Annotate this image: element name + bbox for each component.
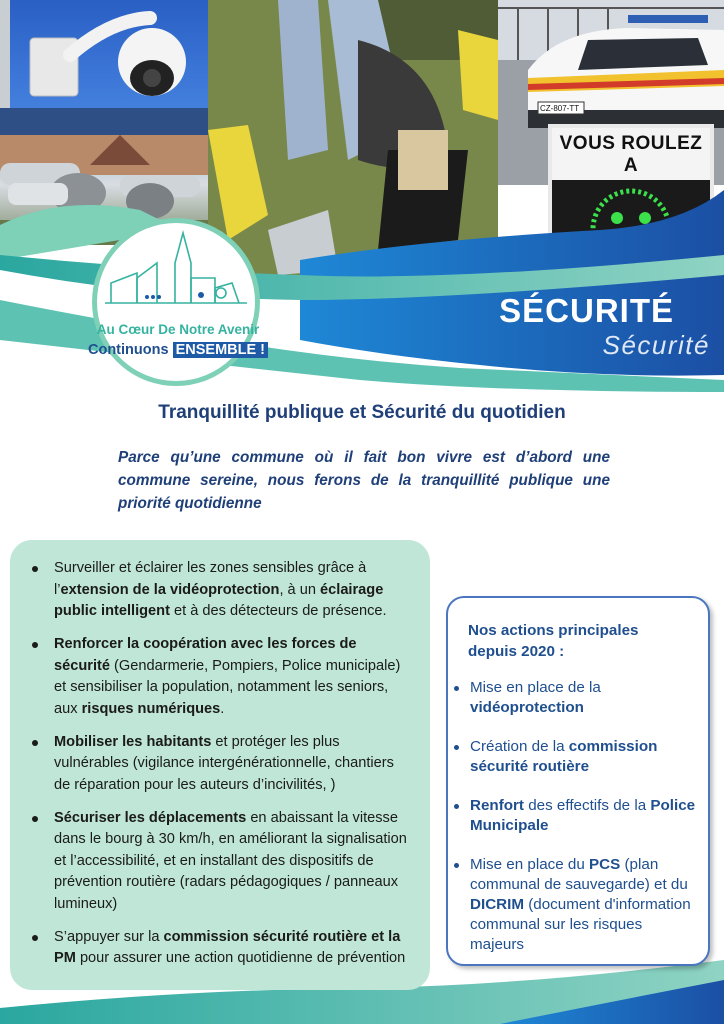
actions-panel (446, 596, 710, 966)
text: . (220, 700, 225, 717)
text: (plan communal de sauvegarde) et du (470, 856, 688, 893)
text-bold: Renfort (470, 797, 524, 814)
village-icon (97, 223, 255, 323)
text: , à un (279, 581, 321, 598)
list-item (54, 808, 414, 916)
intro-text: Parce qu’une commune où il fait bon vivre est d’abord une commune sereine, nous ferons de la tranquillité publique une priorité quotidienne (118, 449, 610, 512)
text: Création de la (470, 738, 569, 755)
text: (document d'information communal sur les risques majeurs (470, 896, 691, 953)
text-bold: Mobiliser les habitants (54, 733, 212, 750)
text: Mise en place du (470, 856, 590, 873)
theme-title: SÉCURITÉ (499, 292, 674, 329)
text: Surveiller et éclairer les zones sensibles grâce à l’ (54, 560, 367, 598)
text-bold: extension de la vidéoprotection (60, 581, 280, 598)
text-bold: vidéoprotection (470, 699, 584, 716)
text: S’appuyer sur la (54, 928, 164, 945)
list-item (54, 927, 414, 970)
theme-subtitle: Sécurité (602, 330, 710, 360)
list-item (470, 737, 700, 777)
text-bold: éclairage public intelligent (54, 581, 384, 619)
text-bold: Sécuriser les déplacements (54, 809, 247, 826)
text: (Gendarmerie, Pompiers, Police municipale) et sensibiliser la population, notamment les seniors, aux (54, 657, 401, 717)
text-bold: PCS (589, 856, 621, 873)
text: pour assurer une action quotidienne de prévention (75, 950, 406, 966)
text: en abaissant la vitesse dans le bourg à 30 km/h, en améliorant la signalisation et l’accessibilité, et en installant des dispositifs de prévention routière (radars pédagogiques / panneaux lumineux) (54, 809, 407, 912)
actions-title: Nos actions principales depuis 2020 : (468, 622, 639, 660)
list-item (54, 558, 414, 623)
text: et protéger les plus vulnérables (vigilance intergénérationnelle, chantiers de réparation pour les auteurs d’incivilités, ) (54, 733, 394, 793)
list-item (54, 634, 414, 720)
page-heading: Tranquillité publique et Sécurité du quotidien (158, 402, 566, 423)
logo-line-2-highlight: ENSEMBLE ! (173, 342, 268, 358)
list-item (470, 678, 700, 718)
license-plate: CZ-807-TT (540, 104, 580, 113)
list-item (470, 796, 700, 836)
text-bold: risques numériques (81, 700, 221, 717)
speed-sign-text: VOUS ROULEZ A (552, 128, 710, 180)
text-bold: Police Municipale (470, 797, 696, 834)
commitments-panel (10, 540, 430, 990)
text: Mise en place de la (470, 679, 601, 696)
logo-line-1: Au Cœur De Notre Avenir (96, 322, 260, 337)
text-bold: commission sécurité routière et la PM (54, 928, 401, 966)
logo-line-2 (80, 342, 276, 358)
actions-list (448, 662, 708, 955)
campaign-logo (80, 218, 276, 382)
list-item (54, 732, 414, 797)
text: et à des détecteurs de présence. (169, 603, 387, 619)
text-bold: DICRIM (470, 896, 524, 913)
text: des effectifs de la (524, 797, 651, 814)
list-item (470, 855, 700, 955)
logo-line-2-prefix: Continuons (88, 342, 173, 358)
commitments-list (10, 540, 430, 970)
logo-circle (92, 218, 260, 386)
text-bold: commission sécurité routière (470, 738, 658, 775)
text-bold: Renforcer la coopération avec les forces de sécurité (54, 636, 357, 674)
